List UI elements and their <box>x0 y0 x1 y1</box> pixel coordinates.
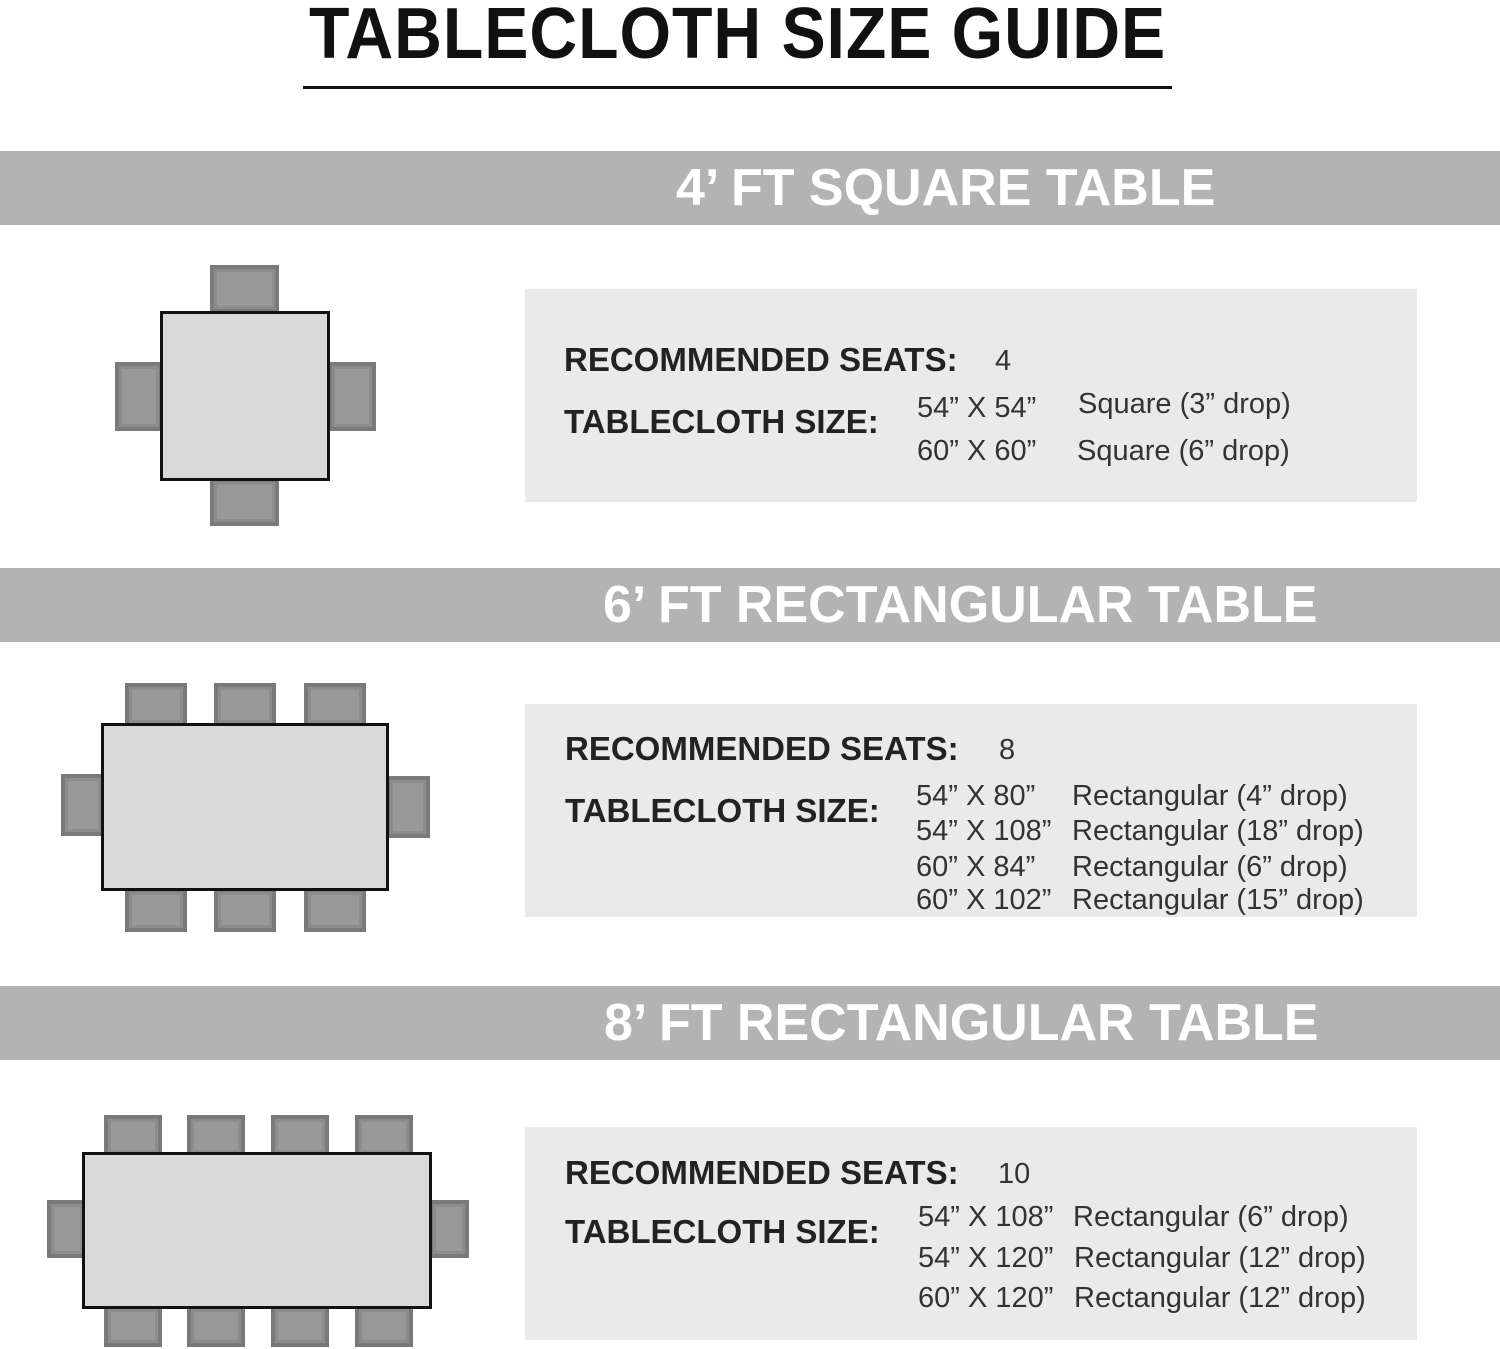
size-dimension: 60” X 102” <box>916 884 1052 916</box>
page-title: TABLECLOTH SIZE GUIDE <box>308 0 1167 74</box>
chair-icon <box>115 362 163 431</box>
chair-icon <box>187 1115 245 1157</box>
size-label: TABLECLOTH SIZE: <box>565 792 880 829</box>
size-description: Rectangular (6” drop) <box>1072 851 1348 883</box>
chair-icon <box>429 1200 469 1258</box>
chair-icon <box>104 1115 162 1157</box>
size-dimension: 60” X 60” <box>917 435 1037 467</box>
size-dimension: 54” X 80” <box>916 780 1036 812</box>
size-description: Rectangular (6” drop) <box>1073 1201 1349 1233</box>
seats-value: 8 <box>999 734 1016 766</box>
chair-icon <box>214 683 276 727</box>
info-panel-6ft <box>525 704 1417 917</box>
section-heading: 8’ FT RECTANGULAR TABLE <box>604 994 1319 1052</box>
chair-icon <box>271 1115 329 1157</box>
size-description: Square (3” drop) <box>1078 388 1291 420</box>
size-dimension: 60” X 120” <box>918 1282 1054 1314</box>
chair-icon <box>328 362 376 431</box>
seats-label: RECOMMENDED SEATS: <box>565 1154 959 1191</box>
chair-icon <box>214 888 276 932</box>
size-dimension: 60” X 84” <box>916 851 1036 883</box>
table-top-icon <box>160 311 330 481</box>
chair-icon <box>210 265 279 313</box>
section-band-8ft <box>0 986 1500 1060</box>
info-panel-square <box>525 289 1417 502</box>
size-dimension: 54” X 54” <box>917 392 1037 424</box>
size-description: Rectangular (4” drop) <box>1072 780 1348 812</box>
chair-icon <box>61 774 105 836</box>
chair-icon <box>304 683 366 727</box>
seats-label: RECOMMENDED SEATS: <box>565 730 959 767</box>
info-panel-8ft <box>525 1127 1417 1340</box>
title-underline <box>303 86 1172 89</box>
seats-value: 10 <box>998 1158 1031 1190</box>
chair-icon <box>125 683 187 727</box>
seats-value: 4 <box>995 345 1012 377</box>
section-heading: 6’ FT RECTANGULAR TABLE <box>603 576 1318 634</box>
chair-icon <box>187 1305 245 1347</box>
table-top-icon <box>82 1152 432 1309</box>
size-dimension: 54” X 108” <box>916 815 1052 847</box>
size-description: Square (6” drop) <box>1077 435 1290 467</box>
section-heading: 4’ FT SQUARE TABLE <box>676 159 1216 217</box>
size-label: TABLECLOTH SIZE: <box>564 403 879 440</box>
size-dimension: 54” X 108” <box>918 1201 1054 1233</box>
size-description: Rectangular (12” drop) <box>1074 1242 1366 1274</box>
section-band-square <box>0 151 1500 225</box>
size-description: Rectangular (12” drop) <box>1074 1282 1366 1314</box>
chair-icon <box>355 1115 413 1157</box>
chair-icon <box>125 888 187 932</box>
chair-icon <box>210 478 279 526</box>
chair-icon <box>47 1200 87 1258</box>
table-top-icon <box>101 723 389 891</box>
size-dimension: 54” X 120” <box>918 1242 1054 1274</box>
size-description: Rectangular (15” drop) <box>1072 884 1364 916</box>
chair-icon <box>386 776 430 838</box>
seats-label: RECOMMENDED SEATS: <box>564 341 958 378</box>
section-band-6ft <box>0 568 1500 642</box>
chair-icon <box>355 1305 413 1347</box>
size-description: Rectangular (18” drop) <box>1072 815 1364 847</box>
chair-icon <box>271 1305 329 1347</box>
size-label: TABLECLOTH SIZE: <box>565 1213 880 1250</box>
chair-icon <box>104 1305 162 1347</box>
chair-icon <box>304 888 366 932</box>
